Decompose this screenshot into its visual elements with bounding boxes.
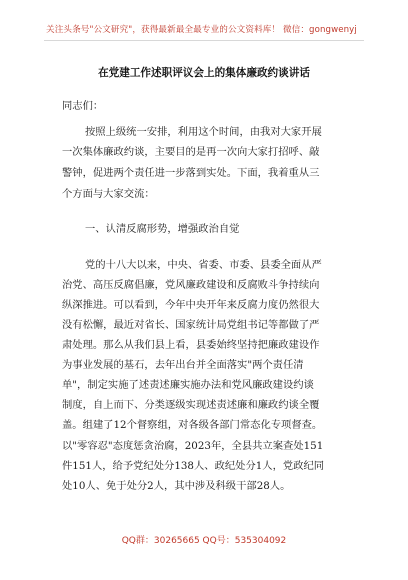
section-heading: 一、认清反腐形势，增强政治自觉 bbox=[85, 223, 240, 235]
body-line: 治党、高压反腐倡廉，党风廉政建设和反腐败斗争持续向 bbox=[62, 279, 320, 291]
body-line: 单"，制定实施了述责述廉实施办法和党风廉政建设约谈 bbox=[62, 379, 314, 391]
header-banner: 关注头条号"公文研究"，获得最新最全最专业的公文资料库！ 微信：gongwenyj bbox=[46, 25, 357, 35]
header-divider bbox=[44, 40, 364, 41]
salutation: 同志们： bbox=[62, 100, 104, 112]
body-line: 按照上级统一安排，利用这个时间，由我对大家开展 bbox=[85, 126, 322, 138]
body-line: 制度，自上而下、分类逐级实现述责述廉和廉政约谈全覆 bbox=[62, 399, 320, 411]
body-line: 肃处理。那么从我们县上看，县委始终坚持把廉政建设作 bbox=[62, 339, 320, 351]
body-line: 以"零容忍"态度惩贪治腐，2023年，全县共立案查处151 bbox=[62, 440, 324, 452]
body-line: 警钟，促进两个责任进一步落到实处。下面，我着重从三 bbox=[62, 167, 320, 179]
body-line: 没有松懈，最近对省长、国家统计局党组书记等都做了严 bbox=[62, 319, 320, 331]
body-line: 纵深推进。可以看到，今年中央开年来反腐力度仍然很大 bbox=[62, 299, 320, 311]
body-line: 盖。组建了12个督察组，对各级各部门常态化专项督查。 bbox=[62, 419, 323, 431]
body-line: 党的十八大以来，中央、省委、市委、县委全面从严 bbox=[85, 259, 322, 271]
body-line: 为事业发展的基石，去年出台并全面落实"两个责任清 bbox=[62, 359, 304, 371]
body-line: 一次集体廉政约谈，主要目的是再一次向大家打招呼、敲 bbox=[62, 146, 320, 158]
body-line: 件151人，给予党纪处分138人、政纪处分1人，党政纪同 bbox=[62, 460, 325, 472]
body-line: 处10人、免于处分2人，其中涉及科级干部28人。 bbox=[62, 480, 291, 492]
body-line: 个方面与大家交流： bbox=[62, 188, 155, 200]
document-title: 在党建工作述职评议会上的集体廉政约谈讲话 bbox=[98, 67, 310, 79]
footer-contact: QQ群：30265665 QQ号：535304092 bbox=[121, 536, 287, 546]
